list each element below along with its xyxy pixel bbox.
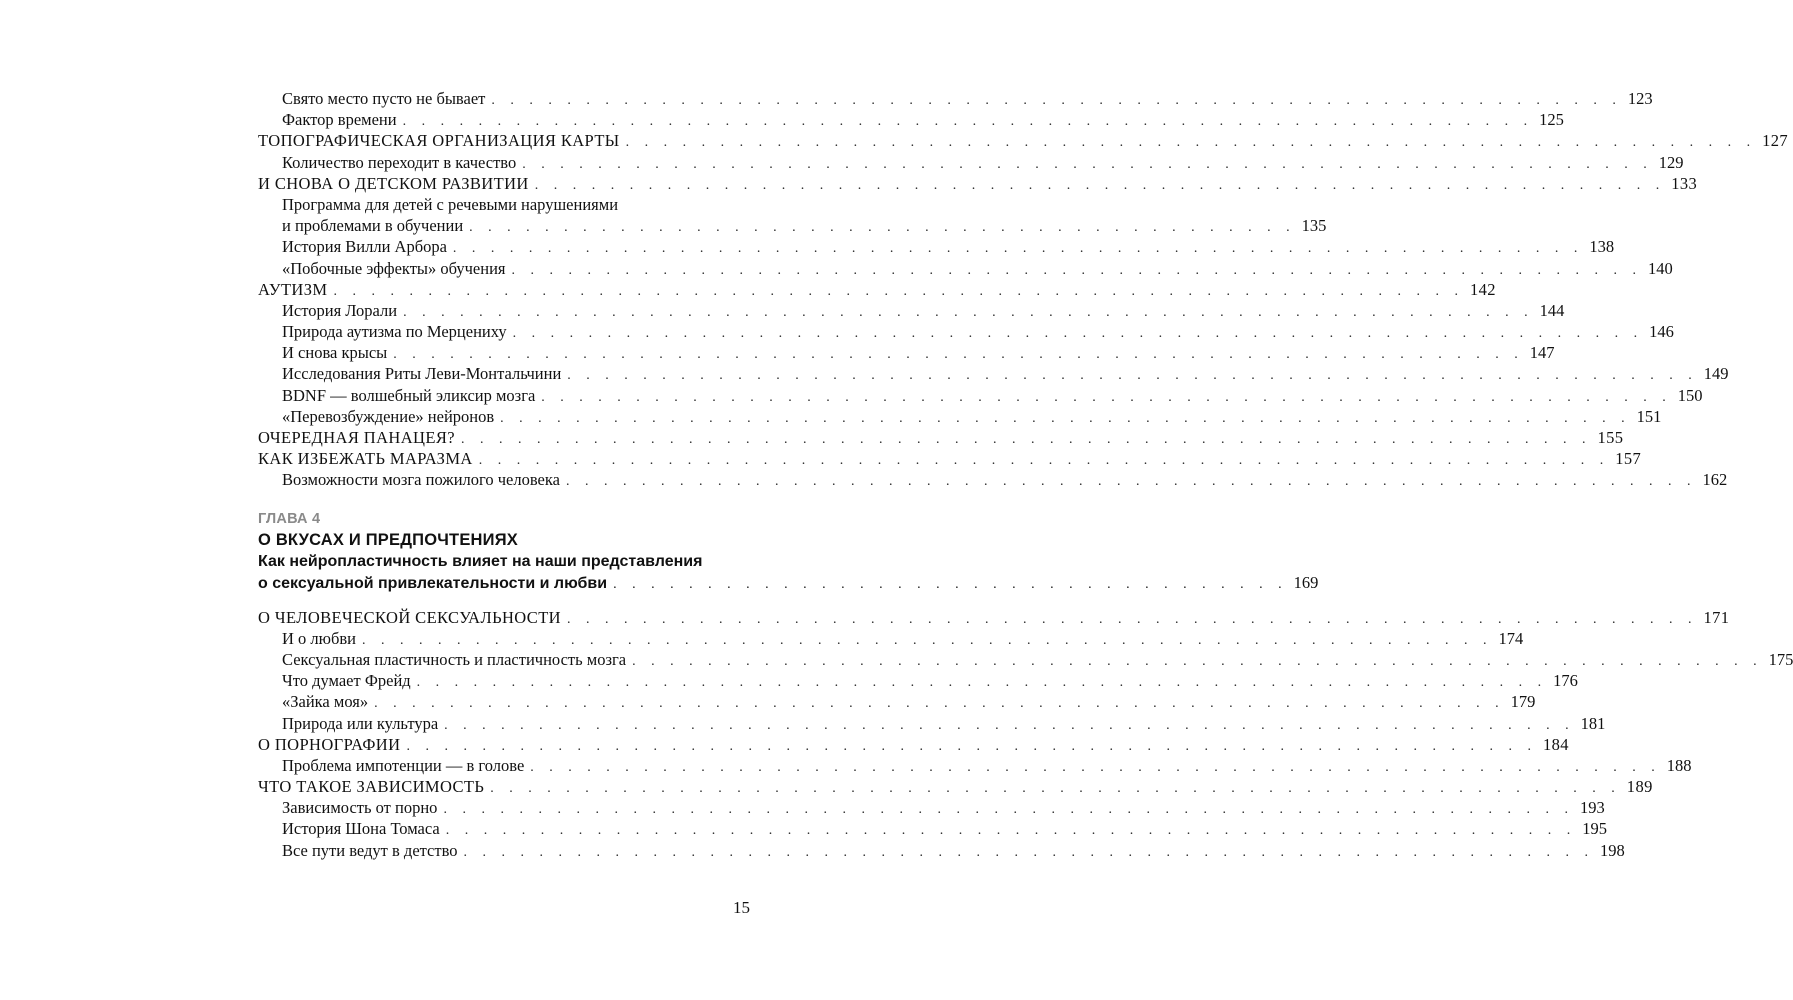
toc-entry-page: 133 [1671,173,1698,193]
dot-leader: . . . . . . . . . . . . . . . . . . . . . . . . . . . . . . . . . . . . . . . . . . . . . . . . . . . . . . . . . . . . [565,474,1697,490]
toc-entry-page: 155 [1597,428,1624,448]
toc-entry-title: КАК ИЗБЕЖАТЬ МАРАЗМА [258,449,473,469]
toc-entry-title: И СНОВА О ДЕТСКОМ РАЗВИТИИ [258,173,529,193]
dot-leader: . . . . . . . . . . . . . . . . . . . . . . . . . . . . . . . . . . . . . . . . . . . . . . . . . . . . . . . . . . . . [567,368,1698,384]
toc-entry-title: Все пути ведут в детство [282,840,458,860]
toc-section-entry [258,427,1624,448]
dot-leader: . . . . . . . . . . . . . . . . . . . . . . . . . . . . . . . . . . . . . . . . . . . . . . . . . . . . . . . . . . . . [567,611,1698,627]
chapter-label: ГЛАВА 4 [258,510,321,527]
dot-leader: . . . . . . . . . . . . . . . . . . . . . . . . . . . . . . . . . . . . . . . . . . . . . . . . . . . . . . . . . . . . [416,675,1548,691]
table-of-contents [258,88,1793,861]
dot-leader: . . . . . . . . . . . . . . . . . . . . . . . . . . . . . . . . . . . . . . . . . . . . . . . . . . . . . . . . . . . . [463,844,1595,860]
toc-entry-page: 144 [1539,300,1565,320]
toc-entry [258,215,1327,236]
toc-entry [258,713,1606,734]
toc-entry-page: 181 [1580,713,1606,733]
toc-entry [258,670,1578,691]
toc-entry [258,406,1662,427]
toc-entry-page: 157 [1615,449,1642,469]
toc-section-entry [258,173,1698,194]
toc-entry-title: Что думает Фрейд [282,671,411,691]
toc-entry-page: 138 [1589,237,1615,257]
dot-leader: . . . . . . . . . . . . . . . . . . . . . . . . . . . . . . . . . . . . . . . . . . . . . . . . . . . . . . . . . . . . [534,177,1666,193]
toc-entry [258,818,1607,839]
toc-entry-page: 175 [1768,649,1793,669]
toc-entry-page: 151 [1636,406,1662,426]
toc-entry-title: «Перевозбуждение» нейронов [282,406,495,426]
toc-entry-page: 162 [1702,470,1728,490]
toc-entry-page: 123 [1627,89,1653,108]
toc-entry-page: 198 [1600,840,1625,860]
dot-leader: . . . . . . . . . . . . . . . . . . . . . . . . . . . . . . . . . . . . . . . . . . . . . . . . . . . . . . . . . . . . [511,262,1642,278]
dot-leader: . . . . . . . . . . . . . . . . . . . . . . . . . . . . . . . . . . . . . . . . . . . . . . . . . . . . . . . . . . . . [402,114,1534,130]
toc-entry-title: и проблемами в обучении [282,216,464,236]
toc-entry-title: И снова крысы [282,343,388,363]
chapter-subtitle-line: о сексуальной привлекательности и любви [258,574,608,592]
toc-entry [258,649,1793,670]
toc-entry [258,152,1684,173]
chapter-page: 169 [1293,572,1319,592]
dot-leader: . . . . . . . . . . . . . . . . . . . . . . . . . . . . . . . . . . . . . . . . . . . . . . . . . . . . . . . . . . . . [374,696,1505,712]
toc-entry [258,342,1555,363]
dot-leader: . . . . . . . . . . . . . . . . . . . . . . . . . . . . . . . . . . . . . . . . . . . . . . . . . . . . . . . . . . . . [406,738,1537,754]
dot-leader: . . . . . . . . . . . . . . . . . . . . . . . . . . . . . . . . . . . . . . . . . . . . . . . . . . . . . . . . . . . . [625,135,1757,151]
toc-entry-page: 171 [1703,607,1730,627]
chapter-subtitle-line: Как нейропластичность влияет на наши представления [258,552,703,570]
toc-entry-title: История Лорали [282,300,398,320]
toc-entry-page: 195 [1582,819,1607,839]
chapter-subtitle-entry [258,572,1319,595]
dot-leader: . . . . . . . . . . . . . . . . . . . . . . . . . . . . . . . . . . . . . . . . . . . . . . . . . . . . . . . . . . . . [491,93,1622,108]
chapter-title: О ВКУСАХ И ПРЕДПОЧТЕНИЯХ [258,530,518,549]
page-number: 15 [733,898,750,917]
dot-leader: . . . . . . . . . . . . . . . . . . . . . . . . . . . . . . . . . . . . . . . . . . . . . . . . . . . . . . . . . . . . [362,632,1493,648]
toc-entry-page: 184 [1542,734,1569,754]
dot-leader: . . . . . . . . . . . . . . . . . . . . . . . . . . . . . . . . . . . . . . . . . . . . . . . . . . . . . . . . . . . . [478,453,1610,469]
toc-entry-page: 147 [1529,343,1555,363]
toc-section-entry [258,279,1496,300]
dot-leader: . . . . . . . . . . . . . . . . . . . . . . . . . . . . . . . . . . . . . . . . . . . . . . . . . . . . . . . . . . . . [522,156,1653,172]
toc-entry-title: ТОПОГРАФИЧЕСКАЯ ОРГАНИЗАЦИЯ КАРТЫ [258,131,620,151]
toc-entry-title: АУТИЗМ [258,279,328,299]
dot-leader: . . . . . . . . . . . . . . . . . . . . . . . . . . . . . . . . . . . . . . . . . . . . . . . . . . . . . . . . . . . . [632,653,1763,669]
toc-entry [258,300,1565,321]
toc-entry [258,469,1728,490]
toc-entry [258,797,1605,818]
toc-entry-page: 129 [1658,152,1684,172]
toc-entry-title: BDNF — волшебный эликсир мозга [282,385,536,405]
dot-leader: . . . . . . . . . . . . . . . . . . . . . . . . . . . . . . . . . . . . . . . . . . . . . . . . . . . . . . . . . . . . [445,823,1577,839]
toc-section-entry [258,734,1569,755]
toc-entry-title: И о любви [282,628,356,648]
toc-block-1 [258,88,1789,194]
toc-entry-page: 149 [1703,364,1729,384]
dot-leader: . . . . . . . . . . . . . . . . . . . . . . . . . . . . . . . . . . . . . . . . . . . . . . . . . . . . . . . . . . . . [393,347,1524,363]
toc-entry [258,236,1615,257]
toc-entry-title: Природа или культура [282,713,439,733]
toc-entry [258,385,1703,406]
toc-entry-title: История Шона Томаса [282,819,440,839]
toc-entry-title: Сексуальная пластичность и пластичность мозга [282,649,627,669]
toc-entry-page: 140 [1648,258,1673,278]
toc-entry-page: 125 [1539,110,1564,130]
dot-leader: . . . . . . . . . . . . . . . . . . . . . . . . . . . . . . . . . . . . . . . . . . . . . . . . . . . . . . . . . . . . [541,389,1672,405]
toc-entry-title-line: Программа для детей с речевыми нарушениями [282,194,619,214]
dot-leader: . . . . . . . . . . . . . . . . . . . . . . . . . . . . . . . . . . . . . . . . . . . . . . . . . . . . . . . . . . . . [490,781,1621,797]
dot-leader: . . . . . . . . . . . . . . . . . . . . . . . . . . . . . . . . . . . . . . . . . . . . . . . . . . . . . . . . . . . . [333,283,1464,299]
toc-section-entry [258,448,1642,469]
toc-entry [258,321,1674,342]
toc-entry [258,628,1524,649]
toc-section-entry [258,607,1730,628]
toc-entry-page: 127 [1762,131,1789,151]
toc-entry-page: 174 [1498,628,1524,648]
toc-entry-title: ОЧЕРЕДНАЯ ПАНАЦЕЯ? [258,428,455,448]
toc-section-entry [258,776,1653,797]
spacer [258,595,750,607]
toc-entry-page: 150 [1677,385,1703,405]
toc-entry-title: История Вилли Арбора [282,237,447,257]
toc-entry [258,88,1653,109]
dot-leader: . . . . . . . . . . . . . . . . . . . . . . . . . . . . . . . . . . . . . . . . . . . . . . . . . . . . . . . . . . . . [530,759,1661,775]
toc-entry [258,755,1692,776]
toc-entry-page: 179 [1510,692,1536,712]
toc-entry-wrapped [258,194,1327,236]
dot-leader: . . . . . . . . . . . . . . . . . . . . . . . . . . . . . . . . . . . . . . . . . . . . . . . . . . . . . . . . . . . . [403,304,1534,320]
toc-entry [258,691,1536,712]
toc-entry-title: О ПОРНОГРАФИИ [258,734,401,754]
toc-entry-title: Зависимость от порно [282,798,438,818]
dot-leader: . . . . . . . . . . . . . . . . . . . . . . . . . . . . . . . . . . . . . . . . . . . . . . . . . . . . . . . . . . . . [443,802,1574,818]
toc-entry-title: Исследования Риты Леви-Монтальчини [282,364,562,384]
toc-entry-page: 135 [1301,216,1327,236]
toc-entry-page: 188 [1666,755,1692,775]
dot-leader: . . . . . . . . . . . . . . . . . . . . . . . . . . . . . . . . . . . . . . . . . . . . . . . . . . . . . . . . . . . . [452,241,1584,257]
toc-entry [258,840,1625,861]
toc-entry-title: Возможности мозга пожилого человека [282,470,560,490]
dot-leader: . . . . . . . . . . . . . . . . . . . . . . . . . . . . . . . . . . . . . . . . . . . . . . . . . . . . . . . . . . . . [444,717,1575,733]
toc-entry-page: 146 [1649,322,1674,342]
toc-entry [258,363,1729,384]
toc-entry-title: Свято место пусто не бывает [282,89,486,108]
dot-leader: . . . . . . . . . . . . . . . . . . . . . . . . . . . . . . . . . . . . . . . . . . . . . . . . . . . . . . . . . . . . [512,326,1644,342]
toc-entry [258,258,1673,279]
toc-entry-title: «Побочные эффекты» обучения [282,258,506,278]
toc-section-entry [258,130,1789,151]
toc-entry-title: «Зайка моя» [282,692,369,712]
toc-entry-page: 193 [1579,798,1605,818]
toc-entry-title: О ЧЕЛОВЕЧЕСКОЙ СЕКСУАЛЬНОСТИ [258,607,561,627]
toc-entry-page: 189 [1626,777,1653,797]
dot-leader: . . . . . . . . . . . . . . . . . . . . . . . . . . . . . . . . . . . . [613,576,1288,592]
dot-leader: . . . . . . . . . . . . . . . . . . . . . . . . . . . . . . . . . . . . . . . . . . . . [469,220,1296,236]
dot-leader: . . . . . . . . . . . . . . . . . . . . . . . . . . . . . . . . . . . . . . . . . . . . . . . . . . . . . . . . . . . . [500,410,1631,426]
dot-leader: . . . . . . . . . . . . . . . . . . . . . . . . . . . . . . . . . . . . . . . . . . . . . . . . . . . . . . . . . . . . [460,432,1592,448]
toc-entry [258,109,1564,130]
toc-block-2 [258,236,1729,490]
chapter-heading [258,509,1319,595]
toc-entry-title: Природа аутизма по Мерцениху [282,322,507,342]
toc-entry-title: Количество переходит в качество [282,152,517,172]
toc-entry-page: 176 [1553,671,1578,691]
toc-entry-title: ЧТО ТАКОЕ ЗАВИСИМОСТЬ [258,777,485,797]
toc-entry-title: Фактор времени [282,110,397,130]
toc-entry-page: 142 [1469,279,1496,299]
toc-entry-title: Проблема импотенции — в голове [282,755,525,775]
toc-block-3 [258,607,1793,861]
